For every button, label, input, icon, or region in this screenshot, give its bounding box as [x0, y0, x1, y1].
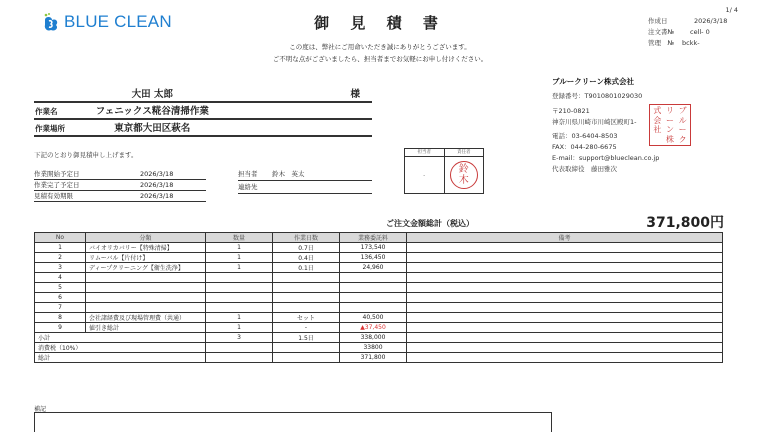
subtotal-row: 小計 3 1.5日 338,000 — [35, 333, 723, 343]
work-place-line — [34, 121, 372, 137]
greeting-line-1: この度は、弊社にご用命いただき誠にありがとうございます。 — [289, 43, 471, 51]
work-place: 東京都大田区萩名 — [114, 123, 191, 134]
greeting-line-2: ご不明な点がございましたら、担当者までお気軽にお申し付けください。 — [272, 55, 488, 63]
table-row: 6 — [35, 293, 723, 303]
honorific: 様 — [350, 89, 360, 100]
work-name-line — [34, 104, 372, 120]
table-row: 1 バイオリカバリー【特殊清掃】 1 0.7日 173,540 — [35, 243, 723, 253]
company-seal: 式 リ ブ 会 ー ル 社 ン ー 株 ク — [649, 104, 691, 146]
contact-row-person: 担当者 鈴木 英太 — [238, 168, 372, 181]
notes-label: 補記 — [34, 406, 47, 413]
schedule-row-start: 作業開始予定日 2026/3/18 — [34, 169, 206, 180]
col-header-note: 備考 — [407, 233, 723, 243]
schedule-row-valid: 見積有効期限 2026/3/18 — [34, 191, 206, 202]
contact-box — [238, 168, 372, 194]
table-row: 2 リムーバル【片付け】 1 0.4日 136,450 — [35, 253, 723, 263]
company-address: 神奈川県川崎市川崎区殿町1- — [552, 118, 637, 126]
approval-stamp-box — [404, 148, 484, 194]
work-place-label: 作業場所 — [35, 124, 65, 133]
notes-box — [34, 412, 552, 432]
discount-amount: ▲37,450 — [340, 323, 407, 333]
company-email: E-mail：support@blueclean.co.jp — [552, 154, 660, 162]
table-row: 3 ディープクリーニング【衛生洗浄】 1 0.1日 24,960 — [35, 263, 723, 273]
logo-text: BLUE CLEAN — [64, 12, 172, 31]
customer-name-line — [34, 88, 372, 103]
total-amount: 371,800円 — [646, 215, 724, 231]
stamp-staff: - — [423, 171, 426, 179]
company-name: ブルークリーン株式会社 — [552, 77, 635, 86]
intro-text: 下記のとおり御見積申し上げます。 — [34, 151, 138, 159]
document-title: 御 見 積 書 — [314, 14, 446, 32]
table-row-discount: 9 値引き総計 1 - ▲37,450 — [35, 323, 723, 333]
col-header-no: No — [35, 233, 86, 243]
schedule-row-end: 作業完了予定日 2026/3/18 — [34, 180, 206, 191]
table-row: 4 — [35, 273, 723, 283]
work-name-label: 作業名 — [35, 107, 58, 116]
tax-row: 消費税（10%） 33800 — [35, 343, 723, 353]
col-header-qty: 数量 — [206, 233, 273, 243]
company-postal: 〒210-0821 — [552, 107, 590, 115]
grand-total-row: 総計 371,800 — [35, 353, 723, 363]
schedule-box — [34, 169, 206, 202]
manager-hanko-seal: 鈴 木 — [450, 161, 478, 189]
stamp-header-staff: 担当者 — [405, 149, 444, 157]
table-row: 7 — [35, 303, 723, 313]
meta-row-created: 作成日 2026/3/18 — [648, 17, 728, 25]
page-number: 1/ 4 — [725, 6, 738, 14]
work-name: フェニックス糀谷清掃作業 — [95, 106, 209, 117]
customer-name: 大田 太郎 — [131, 89, 173, 100]
col-header-days: 作業日数 — [273, 233, 340, 243]
meta-row-order-no: 注文書№ cell- 0 — [648, 28, 710, 36]
company-fax: FAX：044-280-6675 — [552, 143, 617, 151]
total-label: ご注文金額総計（税込） — [386, 219, 474, 228]
table-row: 5 — [35, 283, 723, 293]
col-header-fee: 業務委託料 — [340, 233, 407, 243]
meta-row-manage-no: 管理 № bckk- — [648, 39, 700, 47]
company-reg-no: 登録番号：T9010801029030 — [552, 92, 643, 100]
items-table — [34, 232, 723, 363]
document-meta — [620, 6, 760, 49]
company-representative: 代表取締役 藤田雅次 — [552, 165, 617, 173]
contact-row-phone: 連絡先 — [238, 181, 372, 194]
stamp-header-manager: 責任者 — [445, 149, 484, 157]
col-header-category: 分類 — [86, 233, 206, 243]
company-tel: 電話：03-6404-8503 — [552, 132, 618, 140]
table-header-row — [35, 233, 723, 243]
table-row: 8 会社諸経費及び現場管理費（共通） 1 セット 40,500 — [35, 313, 723, 323]
